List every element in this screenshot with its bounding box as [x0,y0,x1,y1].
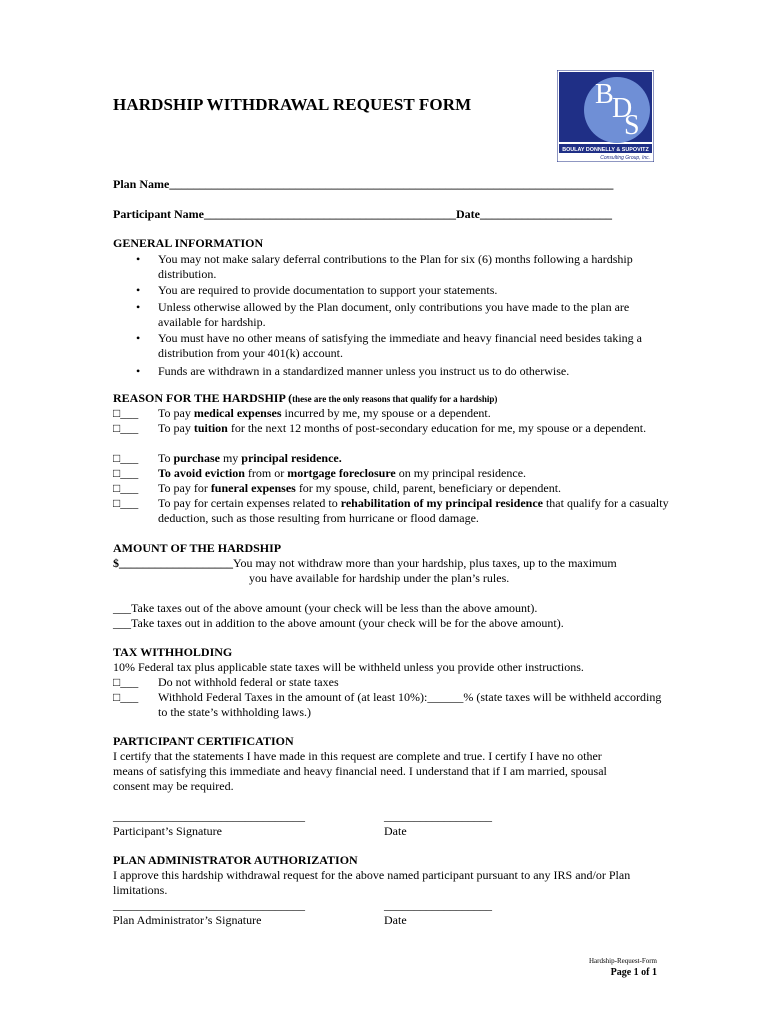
tax-option-out[interactable]: ___Take taxes out of the above amount (your check will be less than the above amount). [113,601,538,615]
reason-option-rehabilitation[interactable]: □___ To pay for certain expenses related to rehabilitation of my principal residence that qualify for a casualty deduction, such as those resulting from hurricane or flood damage. [113,496,669,525]
list-item: • You must have no other means of satisfying the immediate and heavy financial need besides taking a distribution from your 401(k) account. [136,331,642,361]
list-item: • You are required to provide documentation to support your statements. [136,283,498,298]
amount-heading: AMOUNT OF THE HARDSHIP [113,541,282,555]
plan-name-field[interactable]: Plan Name__________________________________________________________________________ [113,177,614,191]
logo-line1: BOULAY DONNELLY & SUPOVITZ [562,147,649,153]
checkbox[interactable]: □___ [113,466,139,480]
participant-date-field[interactable]: __________________ [384,809,492,823]
admin-date-field[interactable]: __________________ [384,898,492,912]
tax-option-none[interactable]: □___ Do not withhold federal or state taxes [113,675,339,689]
page-number: Page 1 of 1 [610,967,657,978]
admin-signature-field[interactable]: ________________________________ [113,898,305,912]
checkbox[interactable]: □___ [113,675,139,689]
general-info-heading: GENERAL INFORMATION [113,236,264,250]
reason-option-tuition[interactable]: □___ To pay tuition for the next 12 months of post-secondary education for me, my spouse or a dependent. [113,421,647,435]
tax-option-withhold[interactable]: □___ Withhold Federal Taxes in the amount of (at least 10%):______% (state taxes will be withheld according to the state’s withholding laws.) [113,690,662,719]
list-item: • You may not make salary deferral contributions to the Plan for six (6) months following a hardship distribution. [136,252,633,282]
amount-line: $___________________You may not withdraw more than your hardship, plus taxes, up to the maximum [113,556,617,570]
participant-name-field[interactable]: Participant Name__________________________________________Date______________________ [113,207,612,221]
tax-intro: 10% Federal tax plus applicable state taxes will be withheld unless you provide other instructions. [113,660,584,674]
participant-signature-field[interactable]: ________________________________ [113,809,305,823]
participant-date-label: Date [384,824,407,838]
bds-logo [557,70,654,162]
reason-heading: REASON FOR THE HARDSHIP (these are the only reasons that qualify for a hardship) [113,391,498,405]
admin-text: limitations. [113,883,168,897]
admin-heading: PLAN ADMINISTRATOR AUTHORIZATION [113,853,358,867]
form-title: HARDSHIP WITHDRAWAL REQUEST FORM [113,95,472,114]
checkbox[interactable]: □___ [113,406,139,420]
reason-option-funeral[interactable]: □___ To pay for funeral expenses for my spouse, child, parent, beneficiary or dependent. [113,481,562,495]
admin-date-label: Date [384,913,407,927]
checkbox[interactable]: □___ [113,421,139,435]
reason-option-eviction[interactable]: □___ To avoid eviction from or mortgage foreclosure on my principal residence. [113,466,527,480]
admin-text: I approve this hardship withdrawal request for the above named participant pursuant to any IRS and/or Plan [113,868,631,882]
list-item: • Funds are withdrawn in a standardized manner unless you instruct us to do otherwise. [136,364,570,379]
certification-text: I certify that the statements I have made in this request are complete and true. I certify I have no other [113,749,602,763]
svg-text:D: D [612,93,633,124]
amount-field[interactable]: $___________________ [113,556,233,570]
svg-text:B: B [595,79,614,110]
certification-text: means of satisfying this immediate and heavy financial need. I understand that if I am married, spousal [113,764,607,778]
list-item: • Unless otherwise allowed by the Plan document, only contributions you have made to the plan are available for hardship. [136,299,630,329]
checkbox[interactable]: □___ [113,496,139,510]
amount-note: you have available for hardship under the plan’s rules. [249,571,510,585]
form-name-footer: Hardship-Request-Form [588,957,657,965]
admin-signature-label: Plan Administrator’s Signature [113,913,262,927]
certification-text: consent may be required. [113,779,234,793]
certification-heading: PARTICIPANT CERTIFICATION [113,734,294,748]
logo-line2: Consulting Group, Inc. [600,155,650,161]
reason-option-medical[interactable]: □___ To pay medical expenses incurred by me, my spouse or a dependent. [113,406,491,420]
tax-option-addition[interactable]: ___Take taxes out in addition to the above amount (your check will be for the above amount). [113,616,564,630]
svg-text:S: S [624,110,640,141]
reason-option-purchase[interactable]: □___ To purchase my principal residence. [113,451,342,465]
participant-signature-label: Participant’s Signature [113,824,222,838]
tax-heading: TAX WITHHOLDING [113,645,233,659]
general-info-list [113,252,673,381]
checkbox[interactable]: □___ [113,451,139,465]
checkbox[interactable]: □___ [113,481,139,495]
checkbox[interactable]: □___ [113,690,139,704]
